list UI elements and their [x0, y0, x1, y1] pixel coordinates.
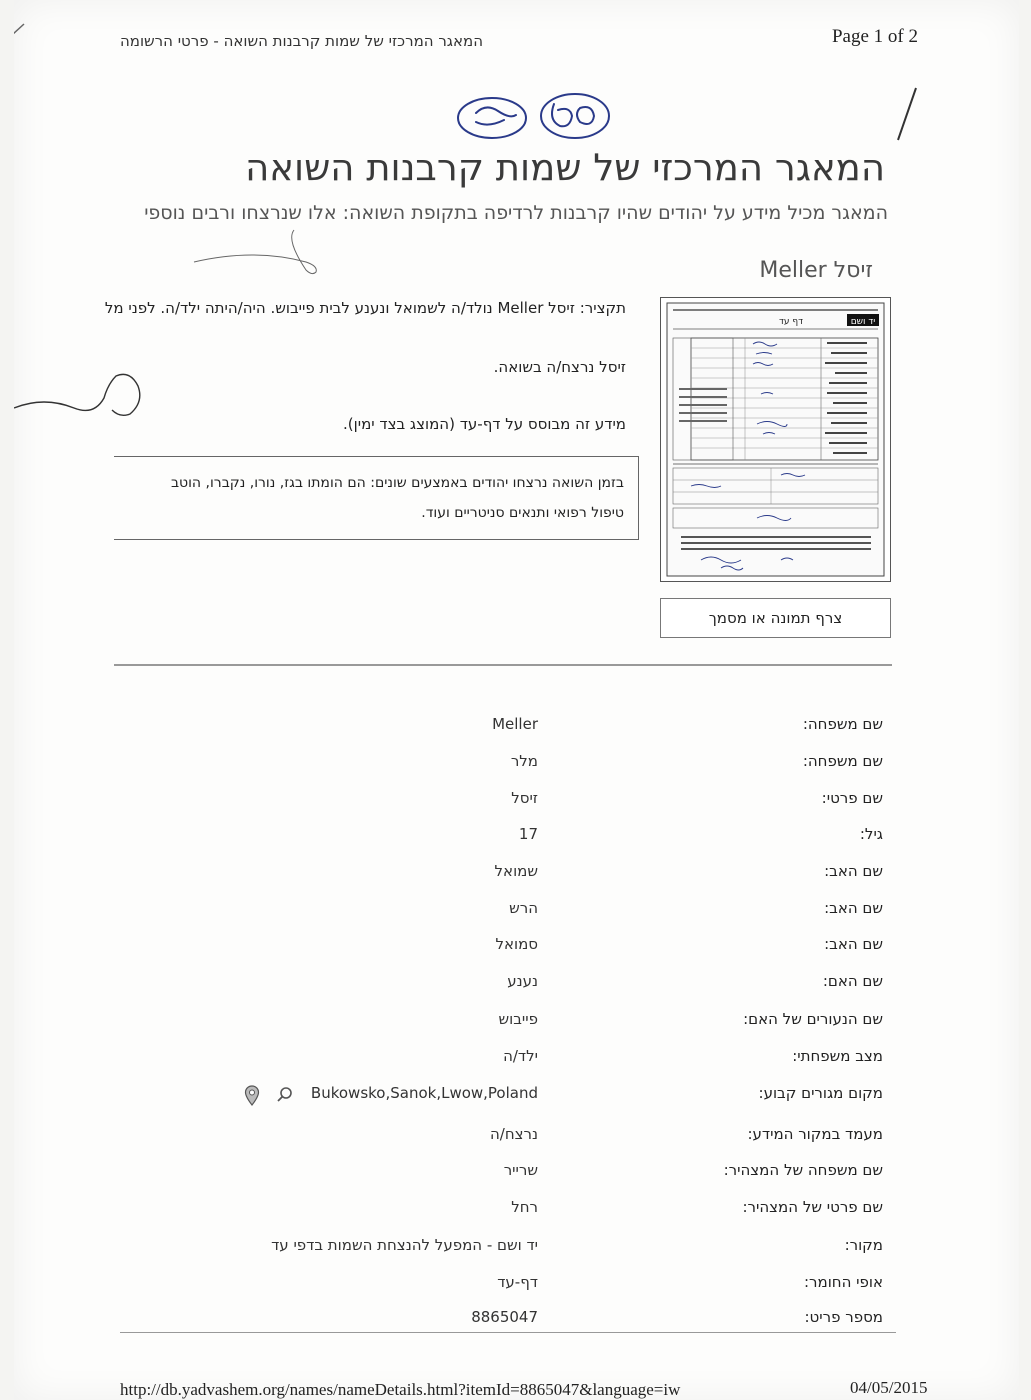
detail-row: [14, 1004, 1019, 1034]
page-title: המאגר המרכזי של שמות קרבנות השואה: [245, 146, 885, 189]
detail-row: [14, 966, 1019, 996]
detail-row: [14, 819, 1019, 849]
detail-label: שם האב:: [824, 862, 883, 880]
detail-value: 8865047: [471, 1308, 538, 1326]
detail-label: שם האב:: [824, 935, 883, 953]
detail-label: שם פרטי של המצהיר:: [742, 1198, 883, 1216]
detail-value: זיסל: [511, 789, 538, 807]
detail-value: נענע: [507, 972, 538, 990]
info-box-line-2: טיפול רפואי ותנאים סניטריים ועוד.: [421, 505, 624, 521]
detail-row: [14, 783, 1019, 813]
detail-row: [14, 709, 1019, 739]
detail-row: [14, 929, 1019, 959]
detail-label: שם משפחה:: [802, 715, 883, 733]
detail-label: מקום מגורים קבוע:: [758, 1084, 883, 1102]
detail-value: יד ושם - המפעל להנצחת השמות בדפי עד: [271, 1236, 538, 1254]
detail-label: אופי החומר:: [804, 1273, 883, 1291]
page-subtitle: המאגר מכיל מידע על יהודים שהיו קרבנות לרדיפה בתקופת השואה: אלו שנרצחו ורבים נוספי: [144, 202, 888, 224]
detail-row: [14, 1041, 1019, 1071]
info-box: [114, 456, 639, 540]
detail-value: נרצח/ה: [489, 1125, 538, 1143]
detail-label: שם פרטי:: [821, 789, 883, 807]
detail-value: הרש: [509, 899, 538, 917]
detail-label: שם האם:: [822, 972, 883, 990]
detail-label: שם האב:: [824, 899, 883, 917]
detail-label: שם הנעורים של האם:: [743, 1010, 883, 1028]
printed-page: [14, 0, 1019, 1400]
detail-value: דף-עד: [497, 1273, 538, 1291]
thumb-header: דף עד: [778, 317, 804, 327]
detail-value: רחל: [511, 1198, 538, 1216]
detail-row: [14, 1302, 1019, 1332]
detail-label: מקור:: [844, 1236, 883, 1254]
detail-label: גיל:: [859, 825, 883, 843]
detail-value: ילד/ה: [503, 1047, 538, 1065]
detail-value: 17: [518, 825, 538, 843]
testimony-document-thumbnail[interactable]: [660, 297, 891, 582]
detail-row: [14, 1267, 1019, 1297]
document-scan-image: [661, 298, 890, 581]
search-icon[interactable]: [276, 1086, 294, 1104]
section-divider: [114, 664, 892, 666]
detail-value: מלר: [510, 752, 538, 770]
detail-row: [14, 746, 1019, 776]
detail-label: מספר פריט:: [804, 1308, 883, 1326]
info-box-line-1: בזמן השואה נרצחו יהודים באמצעים שונים: הם הומתו בגז, נורו, נקברו, הוטב: [170, 475, 624, 491]
map-pin-icon[interactable]: [244, 1085, 260, 1107]
footer-date: 04/05/2015: [850, 1378, 928, 1397]
detail-value: פייבוש: [498, 1010, 538, 1028]
summary-text: תקציר: זיסל Meller נולד/ה לשמואל ונענע לבית פייבוש. היה/היתה ילד/ה. לפני מל: [104, 299, 626, 317]
detail-value: שרייר: [503, 1161, 538, 1179]
detail-label: שם משפחה של המצהיר:: [723, 1161, 883, 1179]
murdered-statement: זיסל נרצח/ה בשואה.: [493, 358, 626, 376]
detail-label: שם משפחה:: [802, 752, 883, 770]
footer-url: http://db.yadvashem.org/names/nameDetails.html?itemId=8865047&language=iw: [120, 1380, 681, 1399]
detail-row: [14, 1078, 1019, 1108]
detail-row: [14, 1230, 1019, 1260]
attach-photo-button[interactable]: צרף תמונה או מסמך: [660, 598, 891, 638]
detail-row: [14, 1192, 1019, 1222]
detail-value: שמואל: [494, 862, 538, 880]
source-note: מידע זה מבוסס על דף-עד (המוצג בצד ימין).: [343, 415, 626, 433]
detail-label: מעמד במקור המידע:: [747, 1125, 883, 1143]
header-doc-title: המאגר המרכזי של שמות קרבנות השואה - פרטי הרשומה: [119, 32, 483, 50]
detail-row: [14, 1119, 1019, 1149]
detail-value: Meller: [492, 715, 538, 733]
person-name: זיסל Meller: [759, 258, 873, 283]
circled-pen-numbers: [458, 94, 609, 138]
detail-row: [14, 1155, 1019, 1185]
detail-label: מצב משפחתי:: [792, 1047, 883, 1065]
page-indicator: Page 1 of 2: [831, 26, 918, 47]
footer-divider: [120, 1332, 896, 1333]
detail-row: [14, 856, 1019, 886]
thumb-logo: יד ושם: [850, 317, 876, 327]
detail-row: [14, 893, 1019, 923]
detail-value: סמואל: [495, 935, 538, 953]
detail-value: Bukowsko,Sanok,Lwow,Poland: [310, 1084, 538, 1102]
